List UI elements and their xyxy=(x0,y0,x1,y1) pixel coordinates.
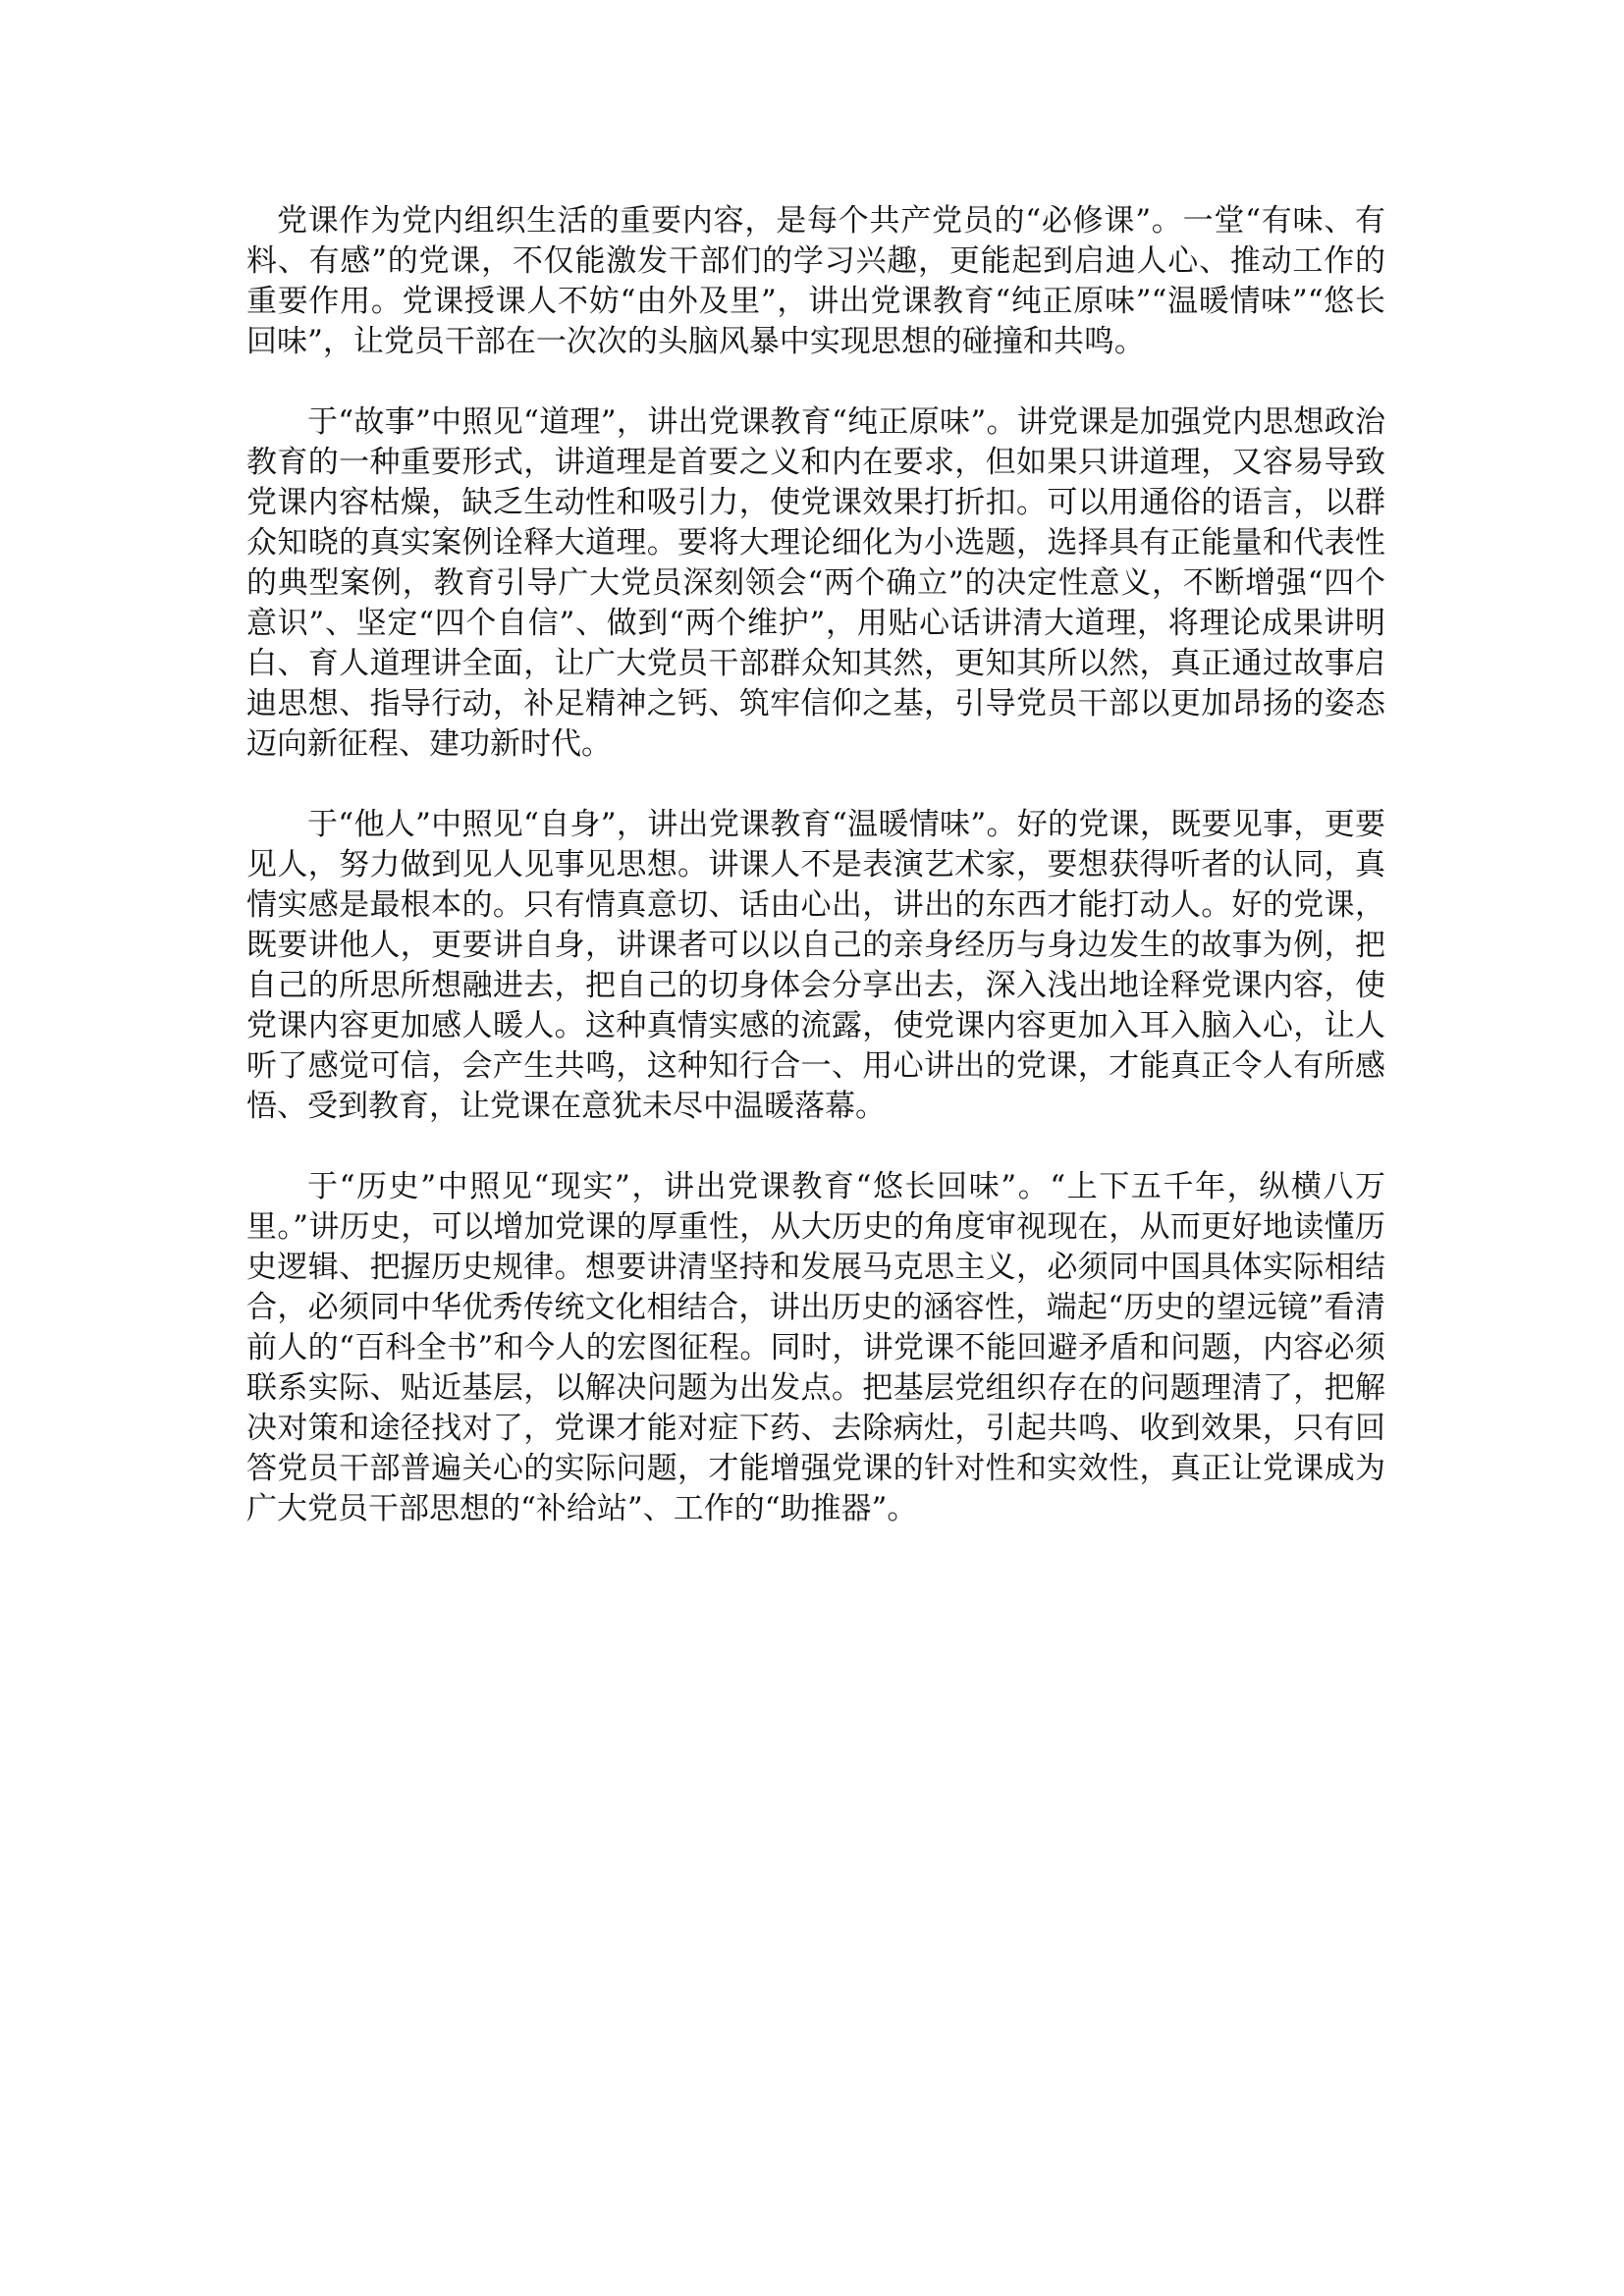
story-principle-paragraph: 于“故事”中照见“道理”，讲出党课教育“纯正原味”。讲党课是加强党内思想政治教育的一种重要形式，讲道理是首要之义和内在要求，但如果只讲道理，又容易导致党课内容枯燥，缺乏生动性和吸引力，使党课效果打折扣。可以用通俗的语言，以群众知晓的真实案例诠释大道理。要将大理论细化为小选题，选择具有正能量和代表性的典型案例，教育引导广大党员深刻领会“两个确立”的决定性意义，不断增强“四个意识”、坚定“四个自信”、做到“两个维护”，用贴心话讲清大道理，将理论成果讲明白、育人道理讲全面，让广大党员干部群众知其然，更知其所以然，真正通过故事启迪思想、指导行动，补足精神之钙、筑牢信仰之基，引导党员干部以更加昂扬的姿态迈向新征程、建功新时代。 xyxy=(246,404,1385,762)
intro-paragraph: 党课作为党内组织生活的重要内容，是每个共产党员的“必修课”。一堂“有味、有料、有感”的党课，不仅能激发干部们的学习兴趣，更能起到启迪人心、推动工作的重要作用。党课授课人不妨“由外及里”，讲出党课教育“纯正原味”“温暖情味”“悠长回味”，让党员干部在一次次的头脑风暴中实现思想的碰撞和共鸣。 xyxy=(246,203,1385,359)
others-self-paragraph: 于“他人”中照见“自身”，讲出党课教育“温暖情味”。好的党课，既要见事，更要见人，努力做到见人见事见思想。讲课人不是表演艺术家，要想获得听者的认同，真情实感是最根本的。只有情真意切、话由心出，讲出的东西才能打动人。好的党课，既要讲他人，更要讲自身，讲课者可以以自己的亲身经历与身边发生的故事为例，把自己的所思所想融进去，把自己的切身体会分享出去，深入浅出地诠释党课内容，使党课内容更加感人暖人。这种真情实感的流露，使党课内容更加入耳入脑入心，让人听了感觉可信，会产生共鸣，这种知行合一、用心讲出的党课，才能真正令人有所感悟、受到教育，让党课在意犹未尽中温暖落幕。 xyxy=(246,807,1385,1124)
history-reality-paragraph: 于“历史”中照见“现实”，讲出党课教育“悠长回味”。“上下五千年，纵横八万里。”讲历史，可以增加党课的厚重性，从大历史的角度审视现在，从而更好地读懂历史逻辑、把握历史规律。想要讲清坚持和发展马克思主义，必须同中国具体实际相结合，必须同中华优秀传统文化相结合，讲出历史的涵容性，端起“历史的望远镜”看清前人的“百科全书”和今人的宏图征程。同时，讲党课不能回避矛盾和问题，内容必须联系实际、贴近基层，以解决问题为出发点。把基层党组织存在的问题理清了，把解决对策和途径找对了，党课才能对症下药、去除病灶，引起共鸣、收到效果，只有回答党员干部普遍关心的实际问题，才能增强党课的针对性和实效性，真正让党课成为广大党员干部思想的“补给站”、工作的“助推器”。 xyxy=(246,1169,1385,1526)
document-body xyxy=(246,201,1385,1570)
